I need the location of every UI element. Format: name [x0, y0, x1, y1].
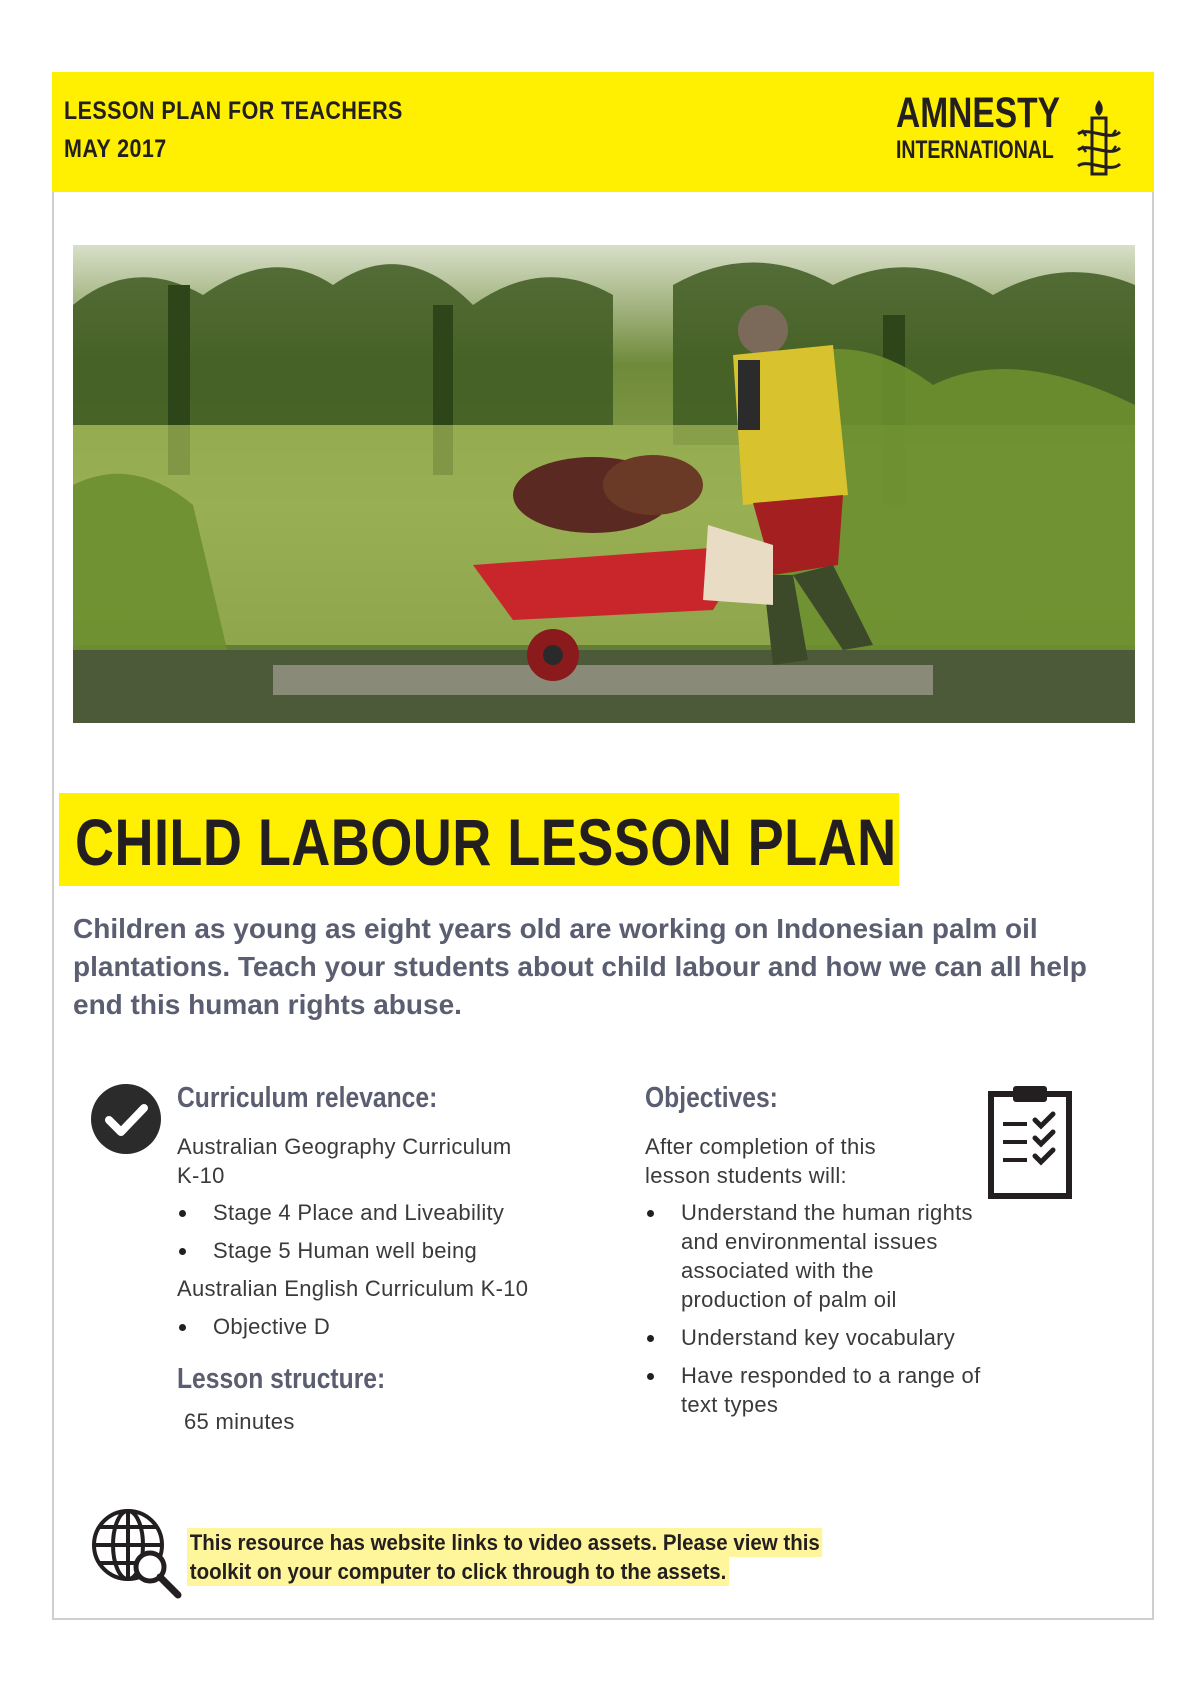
footer-note-line-2: toolkit on your computer to click through to the assets.	[187, 1557, 729, 1586]
objectives-heading: Objectives:	[645, 1082, 778, 1114]
page-title: CHILD LABOUR LESSON PLAN	[75, 805, 897, 879]
footer-note-line-1: This resource has website links to video assets. Please view this	[187, 1528, 823, 1557]
footer-note	[187, 1528, 870, 1586]
geography-curriculum-label: Australian Geography Curriculum K-10	[177, 1134, 512, 1188]
title-band	[59, 793, 899, 886]
header-text	[64, 92, 403, 168]
list-item: Objective D	[177, 1312, 597, 1341]
hero-photo-palm-plantation-worker	[73, 245, 1135, 723]
list-item: Stage 5 Human well being	[177, 1236, 597, 1265]
check-circle-icon	[89, 1082, 163, 1156]
globe-search-icon	[88, 1505, 184, 1601]
logo-line-1: AMNESTY	[896, 89, 1060, 137]
list-item: Have responded to a range of text types	[645, 1361, 1021, 1419]
list-item: Stage 4 Place and Liveability	[177, 1198, 597, 1227]
curriculum-heading: Curriculum relevance:	[177, 1082, 438, 1114]
intro-paragraph: Children as young as eight years old are working on Indonesian palm oil plantations. Teach your students about child labour and how we can all help end this human rights abuse.	[73, 913, 1087, 1020]
amnesty-logo	[896, 90, 1126, 180]
document-type-label: LESSON PLAN FOR TEACHERS	[64, 97, 403, 125]
list-item: Understand key vocabulary	[645, 1323, 1025, 1352]
candle-barbed-wire-icon	[1072, 96, 1126, 180]
header-bar	[52, 72, 1154, 192]
document-date: MAY 2017	[64, 135, 167, 163]
lesson-structure-heading: Lesson structure:	[177, 1363, 386, 1395]
curriculum-column	[177, 1080, 597, 1436]
lesson-duration: 65 minutes	[184, 1409, 295, 1434]
objectives-intro: After completion of this lesson students will:	[645, 1134, 876, 1188]
english-curriculum-label: Australian English Curriculum K-10	[177, 1276, 529, 1301]
list-item: Understand the human rights and environmental issues associated with the production of palm oil	[645, 1198, 981, 1314]
clipboard-checklist-icon	[987, 1082, 1073, 1200]
logo-wordmark	[896, 90, 1060, 164]
logo-line-2: INTERNATIONAL	[896, 136, 1054, 164]
